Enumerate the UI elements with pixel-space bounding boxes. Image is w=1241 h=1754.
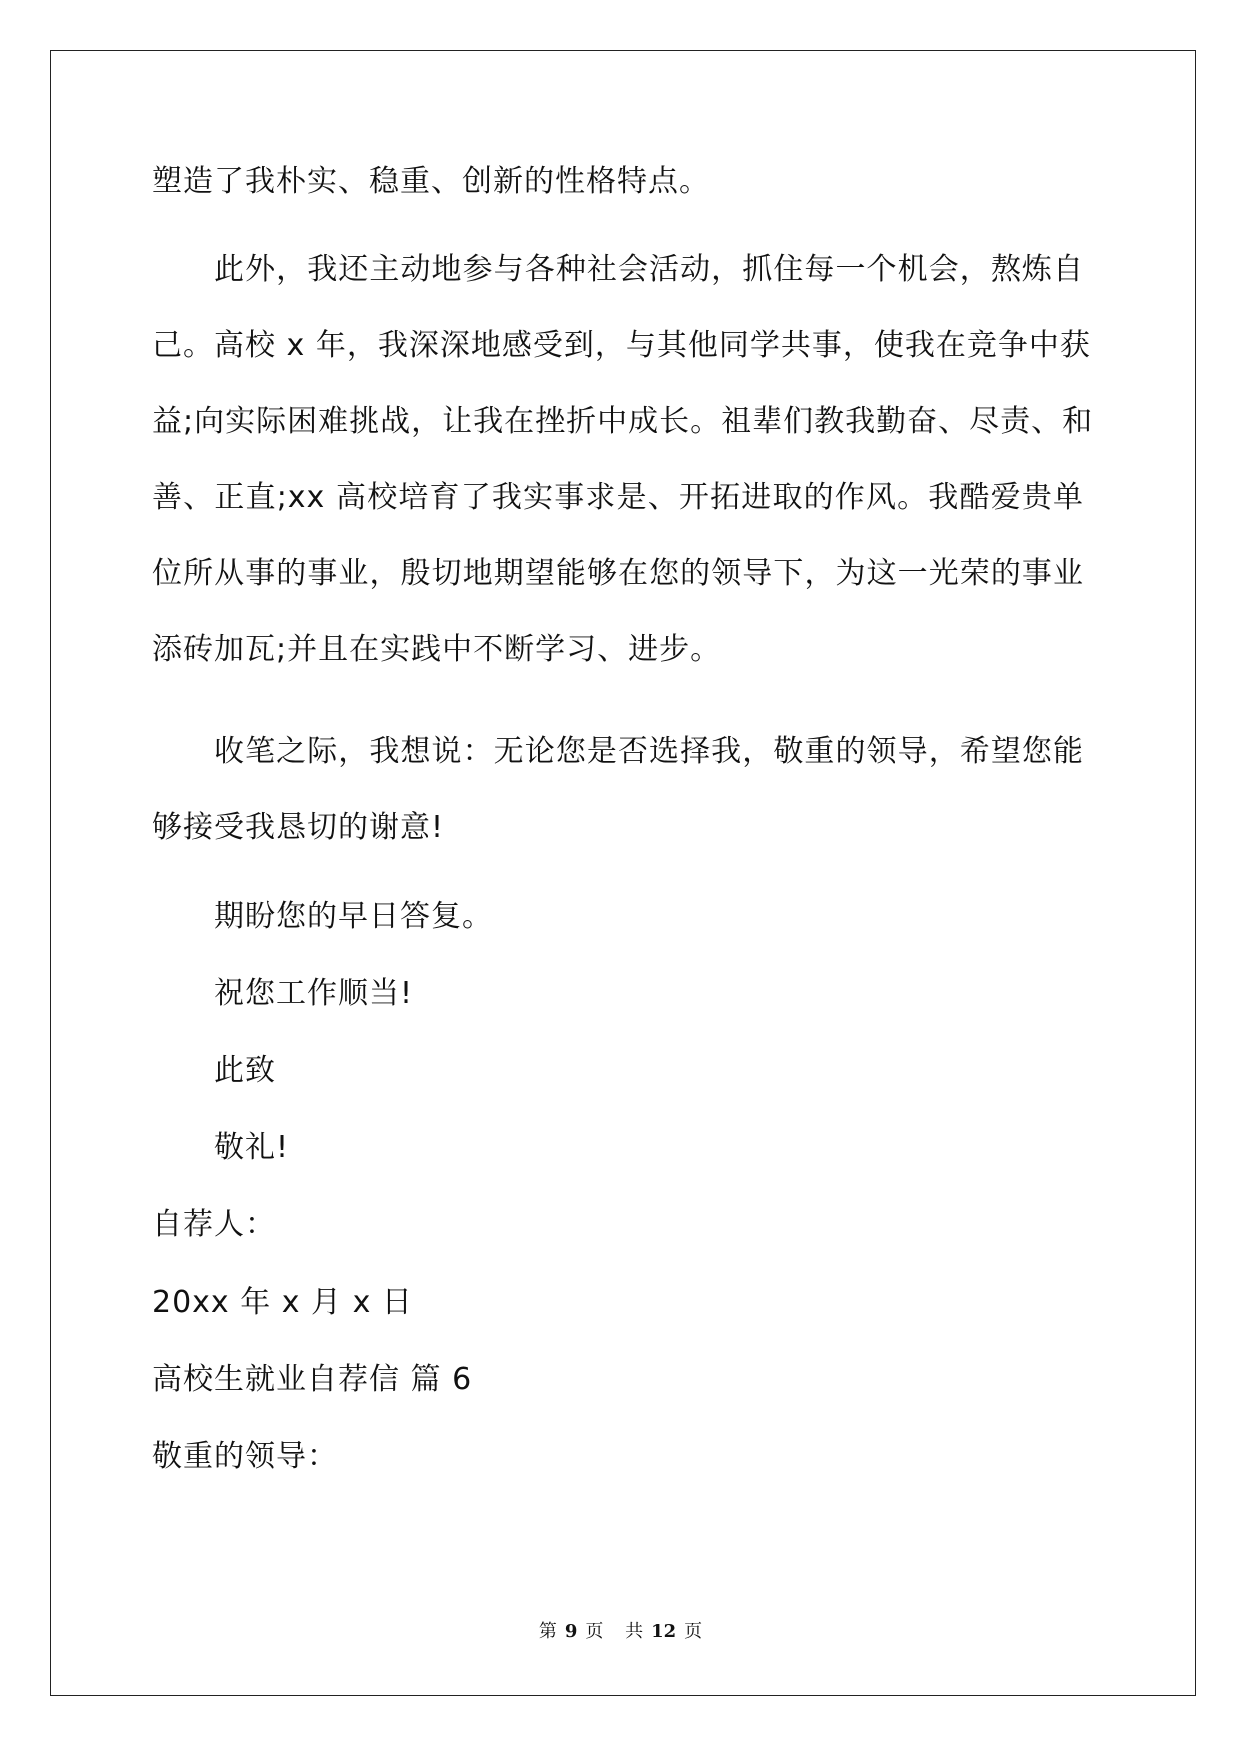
text-line-14: 自荐人： xyxy=(152,1207,276,1242)
text-line-17: 敬重的领导： xyxy=(152,1439,338,1474)
text-line-10: 期盼您的早日答复。 xyxy=(214,899,493,934)
text-line-16: 高校生就业自荐信 篇 6 xyxy=(152,1362,473,1397)
text-line-4: 益;向实际困难挑战，让我在挫折中成长。祖辈们教我勤奋、尽责、和 xyxy=(152,404,1094,439)
text-line-12: 此致 xyxy=(214,1053,276,1088)
text-line-2: 此外，我还主动地参与各种社会活动，抓住每一个机会，熬炼自 xyxy=(214,252,1084,287)
page-indicator xyxy=(535,1621,608,1642)
text-line-6: 位所从事的事业，殷切地期望能够在您的领导下，为这一光荣的事业 xyxy=(152,556,1084,591)
page-prefix: 第 xyxy=(538,1621,557,1642)
page-footer xyxy=(0,1620,1241,1644)
text-line-11: 祝您工作顺当! xyxy=(214,976,414,1011)
total-prefix: 共 xyxy=(625,1621,644,1642)
text-line-9: 够接受我恳切的谢意! xyxy=(152,810,445,845)
text-line-5: 善、正直;xx 高校培育了我实事求是、开拓进取的作风。我酷爱贵单 xyxy=(152,480,1084,515)
total-suffix: 页 xyxy=(684,1621,703,1642)
text-line-1: 塑造了我朴实、稳重、创新的性格特点。 xyxy=(152,164,710,199)
text-line-3: 己。高校 x 年，我深深地感受到，与其他同学共事，使我在竞争中获 xyxy=(152,328,1091,363)
text-line-8: 收笔之际，我想说：无论您是否选择我，敬重的领导，希望您能 xyxy=(214,734,1084,769)
text-line-7: 添砖加瓦;并且在实践中不断学习、进步。 xyxy=(152,632,722,667)
total-pages: 12 xyxy=(651,1621,677,1642)
text-line-15: 20xx 年 x 月 x 日 xyxy=(152,1285,413,1320)
total-pages-indicator xyxy=(621,1621,706,1642)
page-number: 9 xyxy=(564,1621,578,1642)
text-line-13: 敬礼! xyxy=(214,1130,290,1165)
page-suffix: 页 xyxy=(585,1621,604,1642)
